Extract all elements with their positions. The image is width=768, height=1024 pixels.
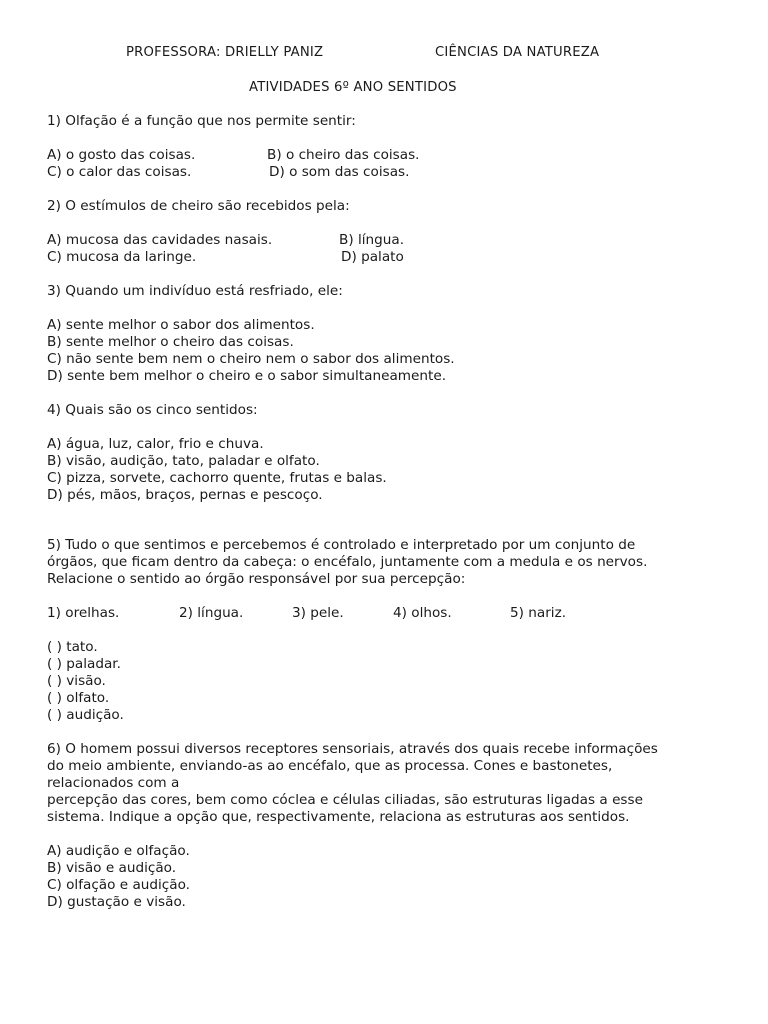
option-c: C) não sente bem nem o cheiro nem o sabor dos alimentos. — [47, 351, 455, 367]
organ-list — [47, 605, 737, 622]
option-d: D) sente bem melhor o cheiro e o sabor simultaneamente. — [47, 368, 447, 384]
option-c: C) o calor das coisas. — [47, 164, 192, 180]
question-5 — [47, 537, 737, 724]
question-2-text: 2) O estímulos de cheiro são recebidos pela: — [47, 198, 350, 214]
option-a: A) sente melhor o sabor dos alimentos. — [47, 317, 315, 333]
organ-4: 4) olhos. — [393, 605, 452, 621]
question-1-row-2 — [47, 164, 737, 181]
option-a: A) audição e olfação. — [47, 843, 190, 859]
question-6-line-4: percepção das cores, bem como cóclea e células ciliadas, são estruturas ligadas a esse — [47, 792, 643, 808]
question-2-row-2 — [47, 249, 737, 266]
option-d: D) gustação e visão. — [47, 894, 186, 910]
question-3-text: 3) Quando um indivíduo está resfriado, ele: — [47, 283, 343, 299]
option-b: B) língua. — [339, 232, 405, 248]
option-c: C) pizza, sorvete, cachorro quente, frutas e balas. — [47, 470, 387, 486]
organ-2: 2) língua. — [179, 605, 244, 621]
worksheet-title: ATIVIDADES 6º ANO SENTIDOS — [249, 80, 457, 95]
option-d: D) pés, mãos, braços, pernas e pescoço. — [47, 487, 323, 503]
question-1-row-1 — [47, 147, 737, 164]
organ-5: 5) nariz. — [510, 605, 567, 621]
option-b: B) o cheiro das coisas. — [267, 147, 420, 163]
option-a: A) mucosa das cavidades nasais. — [47, 232, 273, 248]
worksheet-page — [47, 41, 737, 910]
organ-3: 3) pele. — [292, 605, 344, 621]
sense-tato: ( ) tato. — [47, 639, 98, 655]
option-b: B) sente melhor o cheiro das coisas. — [47, 334, 294, 350]
question-6-line-2: do meio ambiente, enviando-as ao encéfalo, que as processa. Cones e bastonetes, — [47, 758, 613, 774]
sense-olfato: ( ) olfato. — [47, 690, 110, 706]
option-b: B) visão e audição. — [47, 860, 177, 876]
question-1 — [47, 113, 737, 181]
sense-visao: ( ) visão. — [47, 673, 106, 689]
option-d: D) o som das coisas. — [269, 164, 410, 180]
question-3 — [47, 283, 737, 385]
question-6-line-1: 6) O homem possui diversos receptores sensoriais, através dos quais recebe informações — [47, 741, 658, 757]
option-c: C) olfação e audição. — [47, 877, 191, 893]
question-5-line-2: órgãos, que ficam dentro da cabeça: o encéfalo, juntamente com a medula e os nervos. — [47, 554, 648, 570]
question-1-text: 1) Olfação é a função que nos permite sentir: — [47, 113, 356, 129]
question-4-text: 4) Quais são os cinco sentidos: — [47, 402, 258, 418]
organ-1: 1) orelhas. — [47, 605, 120, 621]
question-4 — [47, 402, 737, 504]
option-b: B) visão, audição, tato, paladar e olfato. — [47, 453, 320, 469]
worksheet-header — [47, 41, 737, 61]
sense-paladar: ( ) paladar. — [47, 656, 121, 672]
question-2 — [47, 198, 737, 266]
question-6-line-5: sistema. Indique a opção que, respectivamente, relaciona as estruturas aos sentidos. — [47, 809, 630, 825]
question-6 — [47, 741, 737, 911]
question-6-line-3: relacionados com a — [47, 775, 180, 791]
subject-name: CIÊNCIAS DA NATUREZA — [435, 45, 600, 60]
option-a: A) água, luz, calor, frio e chuva. — [47, 436, 264, 452]
option-a: A) o gosto das coisas. — [47, 147, 196, 163]
question-2-row-1 — [47, 232, 737, 249]
sense-audicao: ( ) audição. — [47, 707, 124, 723]
question-5-line-3: Relacione o sentido ao órgão responsável por sua percepção: — [47, 571, 466, 587]
option-c: C) mucosa da laringe. — [47, 249, 197, 265]
teacher-name: PROFESSORA: DRIELLY PANIZ — [126, 45, 324, 60]
option-d: D) palato — [341, 249, 404, 265]
question-5-line-1: 5) Tudo o que sentimos e percebemos é controlado e interpretado por um conjunto de — [47, 537, 636, 553]
